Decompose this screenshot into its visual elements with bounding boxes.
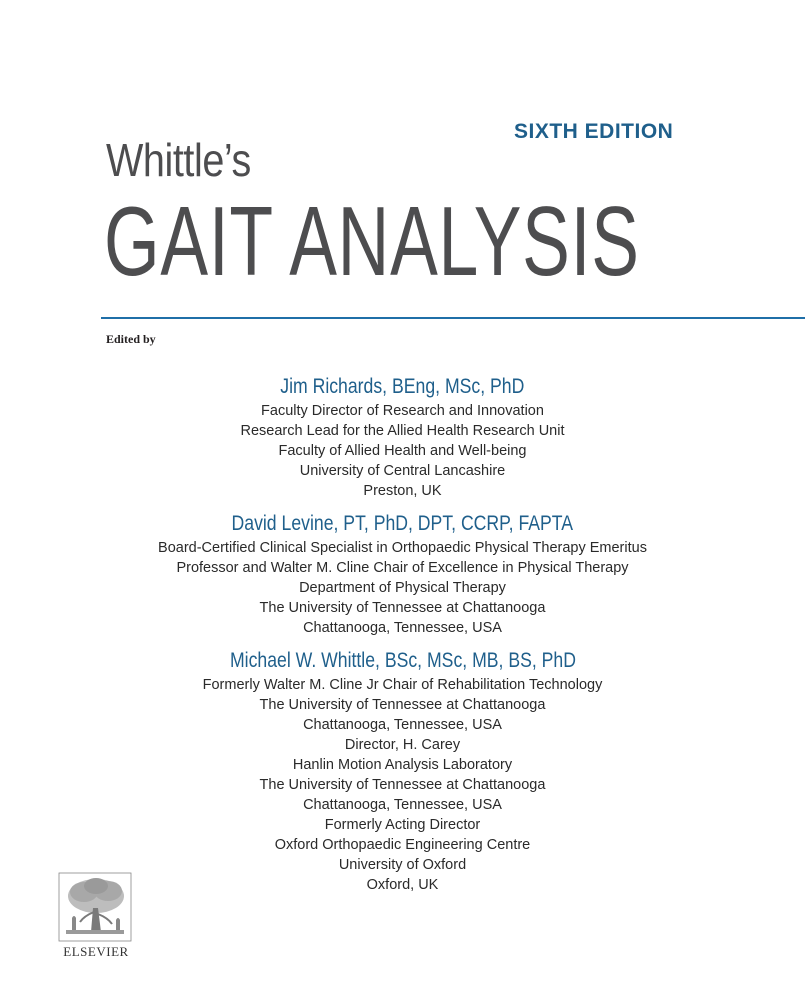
editor-affiliation: Chattanooga, Tennessee, USA <box>303 620 502 636</box>
elsevier-tree-icon <box>58 872 132 942</box>
editor-name: David Levine, PT, PhD, DPT, CCRP, FAPTA <box>231 512 574 535</box>
editor-affiliation: Board-Certified Clinical Specialist in Orthopaedic Physical Therapy Emeritus <box>158 540 647 556</box>
publisher-name: ELSEVIER <box>63 944 129 959</box>
editor-affiliation: Faculty Director of Research and Innovation <box>261 403 544 419</box>
editor-affiliation: University of Oxford <box>338 857 467 873</box>
book-title: GAIT ANALYSIS <box>104 186 640 296</box>
editor-affiliation: The University of Tennessee at Chattanooga <box>259 777 546 793</box>
edited-by-label: Edited by <box>106 332 156 346</box>
editor-affiliation: Faculty of Allied Health and Well-being <box>278 443 527 459</box>
editor-affiliation: Formerly Walter M. Cline Jr Chair of Rehabilitation Technology <box>202 677 603 693</box>
title-divider <box>101 317 805 319</box>
editor-name: Jim Richards, BEng, MSc, PhD <box>280 375 525 398</box>
editor-name: Michael W. Whittle, BSc, MSc, MB, BS, PhD <box>229 649 576 672</box>
editor-affiliation: Chattanooga, Tennessee, USA <box>303 717 502 733</box>
editor-affiliation: The University of Tennessee at Chattanooga <box>259 697 546 713</box>
editor-block-whittle <box>0 647 805 895</box>
editors-list <box>0 373 805 895</box>
editor-block-richards <box>0 373 805 501</box>
edition-label: SIXTH EDITION <box>514 120 674 143</box>
editor-affiliation: University of Central Lancashire <box>299 463 506 479</box>
editor-affiliation: Chattanooga, Tennessee, USA <box>303 797 502 813</box>
editor-affiliation: Preston, UK <box>363 483 442 499</box>
editor-affiliation: Hanlin Motion Analysis Laboratory <box>292 757 513 773</box>
book-subtitle: Whittle’s <box>106 134 251 186</box>
editor-affiliation: Director, H. Carey <box>344 737 461 753</box>
editor-affiliation: Oxford Orthopaedic Engineering Centre <box>274 837 531 853</box>
editor-affiliation: Professor and Walter M. Cline Chair of Excellence in Physical Therapy <box>176 560 629 576</box>
editor-affiliation: Formerly Acting Director <box>324 817 481 833</box>
editor-block-levine <box>0 510 805 638</box>
editor-affiliation: Department of Physical Therapy <box>299 580 506 596</box>
editor-affiliation: The University of Tennessee at Chattanooga <box>259 600 546 616</box>
editor-affiliation: Oxford, UK <box>366 877 439 893</box>
editor-affiliation: Research Lead for the Allied Health Research Unit <box>240 423 565 439</box>
